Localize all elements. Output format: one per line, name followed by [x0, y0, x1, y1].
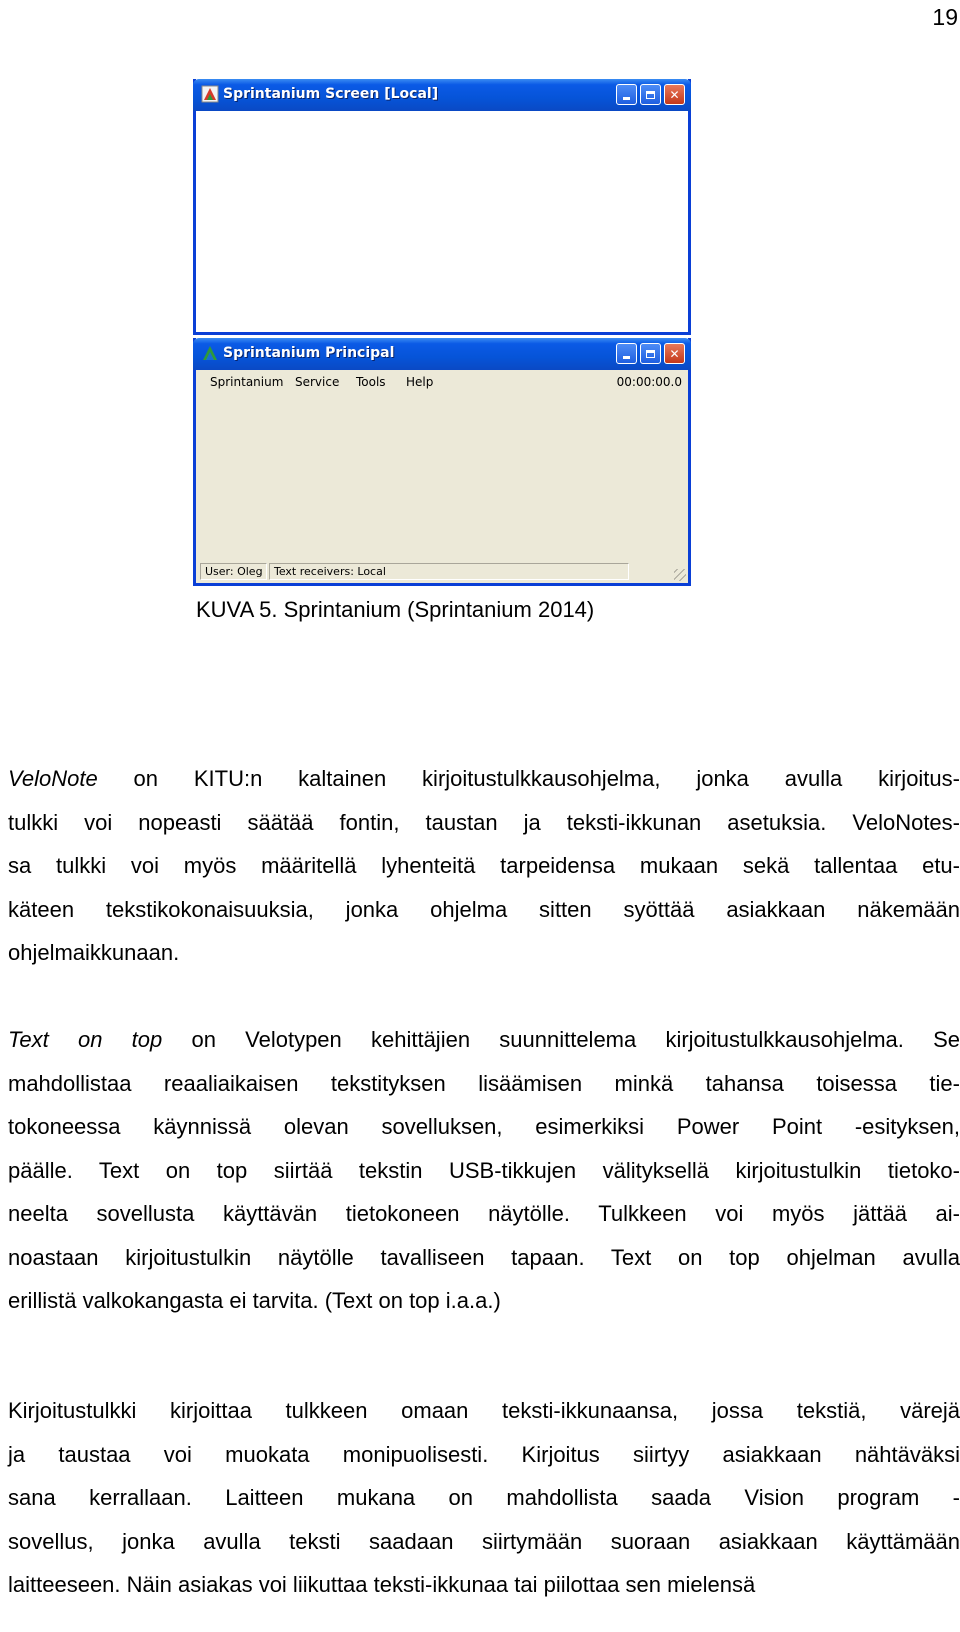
- menu-sprintanium[interactable]: Sprintanium: [210, 375, 284, 389]
- text-line: [8, 757, 960, 801]
- text-line: tokoneessa käynnissä olevan sovelluksen, esimerkiksi Power Point -esityksen,: [8, 1114, 960, 1139]
- figure-caption: KUVA 5. Sprintanium (Sprintanium 2014): [196, 597, 595, 622]
- maximize-icon: [646, 350, 655, 358]
- principal-client-area: [196, 394, 688, 560]
- text-line: mahdollistaa reaaliaikaisen tekstityksen lisäämisen minkä tahansa toisessa tie-: [8, 1070, 960, 1096]
- close-button[interactable]: [664, 343, 685, 364]
- text-line: neelta sovellusta käyttävän tietokoneen näytölle. Tulkkeen voi myös jättää ai-: [8, 1201, 960, 1226]
- window-title: Sprintanium Screen [Local]: [223, 86, 439, 102]
- text-line: sa tulkki voi myös määritellä lyhenteitä tarpeidensa mukaan sekä tallentaa etu-: [8, 853, 960, 878]
- close-icon: ✕: [669, 87, 680, 102]
- text-line: ja taustaa voi muokata monipuolisesti. Kirjoitus siirtyy asiakkaan nähtäväksi: [8, 1441, 960, 1467]
- text-line: Kirjoitustulkki kirjoittaa tulkkeen omaan teksti-ikkunaansa, jossa tekstiä, värejä: [8, 1398, 960, 1423]
- page-number: 19: [932, 4, 958, 30]
- text-line: noastaan kirjoitustulkin näytölle tavalliseen tapaan. Text on top ohjelman avulla: [8, 1244, 960, 1270]
- sprintanium-screen-window[interactable]: [193, 79, 691, 335]
- title-bar[interactable]: [193, 79, 691, 111]
- text-line: päälle. Text on top siirtää tekstin USB-tikkujen välityksellä kirjoitustulkin tietoko-: [8, 1157, 960, 1183]
- sprintanium-principal-window[interactable]: [193, 338, 691, 586]
- text-line: [8, 1018, 960, 1062]
- paragraph-text-on-top: [8, 1018, 960, 1323]
- status-bar: [196, 560, 688, 583]
- paragraph-kirjoitustulkki: [8, 1389, 960, 1607]
- status-receivers: Text receivers: Local: [269, 563, 629, 580]
- text-line: laitteeseen. Näin asiakas voi liikuttaa teksti-ikkunaa tai piilottaa sen mielensä: [8, 1572, 756, 1597]
- close-button[interactable]: [664, 84, 685, 105]
- window-title: Sprintanium Principal: [223, 345, 395, 361]
- text-line: sovellus, jonka avulla teksti saadaan siirtymään suoraan asiakkaan käyttämään: [8, 1528, 960, 1554]
- sprintanium-app-icon: [201, 344, 219, 362]
- menu-bar: [196, 370, 688, 394]
- text-line: erillistä valkokangasta ei tarvita. (Text on top i.a.a.): [8, 1288, 501, 1313]
- text-span: on KITU:n kaltainen kirjoitustulkkausohjelma, jonka avulla kirjoitus-: [97, 766, 960, 791]
- maximize-button[interactable]: [640, 84, 661, 105]
- menu-help[interactable]: Help: [406, 375, 434, 389]
- menu-service[interactable]: Service: [295, 375, 340, 389]
- term-text-on-top: Text on top: [8, 1027, 163, 1052]
- text-line: tulkki voi nopeasti säätää fontin, taustan ja teksti-ikkunan asetuksia. VeloNotes-: [8, 809, 960, 835]
- text-span: on Velotypen kehittäjien suunnittelema kirjoitustulkkausohjelma. Se: [162, 1027, 960, 1052]
- minimize-icon: [623, 97, 630, 100]
- text-line: käteen tekstikokonaisuuksia, jonka ohjelma sitten syöttää asiakkaan näkemään: [8, 896, 960, 922]
- status-user: User: Oleg: [200, 563, 267, 580]
- text-line: sana kerrallaan. Laitteen mukana on mahdollista saada Vision program -: [8, 1485, 960, 1510]
- term-velonote: VeloNote: [8, 766, 98, 791]
- sprintanium-app-icon: [201, 85, 219, 103]
- close-icon: ✕: [669, 346, 680, 361]
- minimize-button[interactable]: [616, 343, 637, 364]
- minimize-button[interactable]: [616, 84, 637, 105]
- minimize-icon: [623, 356, 630, 359]
- paragraph-velonote: [8, 757, 960, 975]
- session-timer: 00:00:00.0: [616, 375, 682, 389]
- title-bar[interactable]: [193, 338, 691, 370]
- menu-tools[interactable]: Tools: [356, 375, 386, 389]
- maximize-icon: [646, 91, 655, 99]
- maximize-button[interactable]: [640, 343, 661, 364]
- resize-grip-icon[interactable]: [674, 569, 686, 581]
- text-line: ohjelmaikkunaan.: [8, 940, 180, 965]
